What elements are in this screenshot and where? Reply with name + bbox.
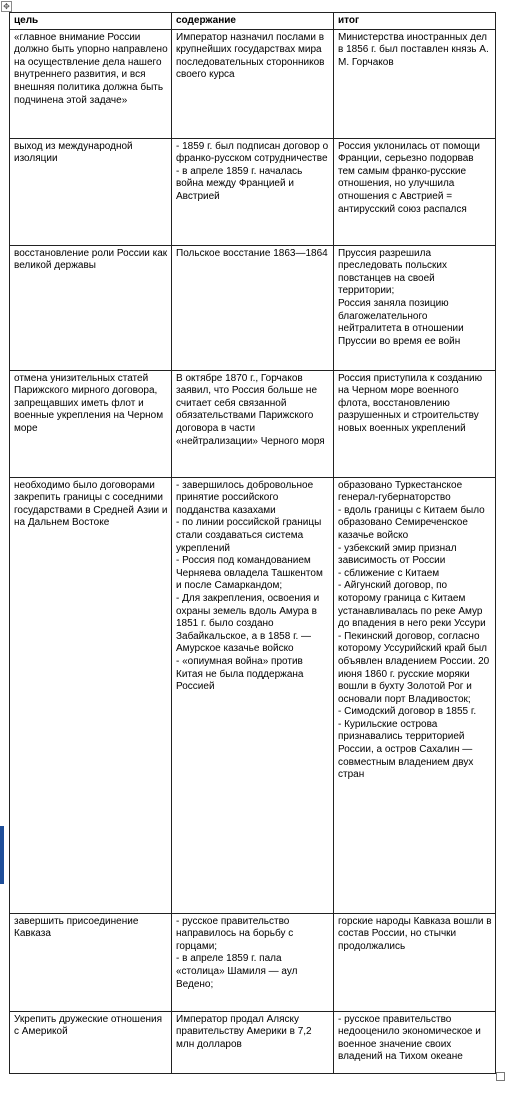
cell-text: - 1859 г. был подписан договор о франко-русском сотрудничестве - в апреле 1859 г. началась война между Францией и Австрией [176,140,329,202]
cell-result [334,138,496,245]
cell-text: Укрепить дружеские отношения с Америкой [14,1013,163,1038]
cell-text: - завершилось добровольное принятие российского подданства казахами - по линии российской границы стали создаваться система укреплений - Россия под командованием Черняева овладела Ташкентом и после Самаркандом; - Для закрепления, освоения и охраны земель вдоль Амура в 1851 г. было создано Забайкальское, а в 1858 г. — Амурское казачье войско - «опиумная война» против Китая не была поддержана Россией [176,479,323,693]
table-row [10,477,496,913]
cell-text: - русское правительство недооценило экономическое и военное значение своих владений на Тихом океане [338,1013,481,1063]
cell-text: «главное внимание России должно быть упорно направлено на осуществление дела нашего внутреннего развития, и вся внешняя политика должна быть подчинена этой задаче» [14,31,168,106]
header-goal: цель [10,13,172,30]
cell-text: Польское восстание 1863—1864 [176,247,328,259]
scroll-marker [0,826,4,884]
cell-text: Император продал Аляску правительству Америки в 7,2 млн долларов [176,1013,312,1050]
table-row [10,29,496,138]
table-row [10,1011,496,1073]
cell-text: отмена унизительных статей Парижского мирного договора, запрещавших иметь флот и военные укрепления на Черном море [14,372,164,434]
cell-text: Россия приступила к созданию на Черном море военного флота, восстановлению разрушенных и строительству новых военных укреплений [338,372,483,434]
cell-result [334,370,496,477]
cell-content [172,29,334,138]
cell-text: Император назначил послами в крупнейших государствах мира последовательных сторонников своего курса [176,31,325,81]
cell-result [334,1011,496,1073]
history-table [9,12,496,1074]
table-move-handle[interactable]: ✥ [1,1,12,12]
cell-text: Пруссия разрешила преследовать польских повстанцев на своей территории; Россия заняла позицию благожелательного нейтралитета в отношении Пруссии во время ее войн [338,247,464,347]
table-row [10,370,496,477]
cell-content [172,477,334,913]
cell-content [172,370,334,477]
cell-text: выход из международной изоляции [14,140,133,165]
header-content: содержание [172,13,334,30]
cell-content [172,1011,334,1073]
table-row [10,245,496,370]
cell-text: завершить присоединение Кавказа [14,915,139,940]
cell-goal [10,913,172,1011]
cell-text: Россия уклонилась от помощи Франции, серьезно подорвав тем самым франко-русские отношения, но улучшила отношения с Австрией = антирусский союз распался [338,140,480,215]
cell-goal [10,138,172,245]
cell-text: Министерства иностранных дел в 1856 г. был поставлен князь А. М. Горчаков [338,31,489,68]
cell-goal [10,370,172,477]
cell-result [334,29,496,138]
cell-text: горские народы Кавказа вошли в состав России, но стычки продолжались [338,915,492,952]
cell-content [172,138,334,245]
cell-content [172,245,334,370]
cell-goal [10,1011,172,1073]
cell-text: необходимо было договорами закрепить границы с соседними государствами в Средней Азии и на Дальнем Востоке [14,479,168,529]
header-result: итог [334,13,496,30]
table-header-row [10,13,496,30]
cell-goal [10,29,172,138]
cell-result [334,913,496,1011]
cell-content [172,913,334,1011]
table-resize-handle[interactable] [496,1072,505,1081]
cell-result [334,477,496,913]
table-row [10,913,496,1011]
cell-text: - русское правительство направилось на борьбу с горцами; - в апреле 1859 г. пала «столица» Шамиля — аул Ведено; [176,915,298,990]
cell-goal [10,245,172,370]
cell-result [334,245,496,370]
table-row [10,138,496,245]
cell-text: В октябре 1870 г., Горчаков заявил, что Россия больше не считает себя связанной обязательствами Парижского договора в части «нейтрализации» Черного моря [176,372,325,447]
cell-text: восстановление роли России как великой державы [14,247,168,272]
cell-text: образовано Туркестанское генерал-губернаторство - вдоль границы с Китаем было образовано Семиреченское казачье войско - узбекский эмир признал зависимость от России - сближение с Китаем - Айгунский договор, по которому граница с Китаем устанавливалась по реке Амур до впадения в него реки Уссури - Пекинский договор, согласно которому Уссурийский край был объявлен владением России. 20 июня 1860 г. русские моряки вошли в бухту Золотой Рог и основали порт Владивосток; - Симодский договор в 1855 г. - Курильские острова признавались территорией России, а остров Сахалин — совместным владением двух стран [338,479,490,781]
cell-goal [10,477,172,913]
